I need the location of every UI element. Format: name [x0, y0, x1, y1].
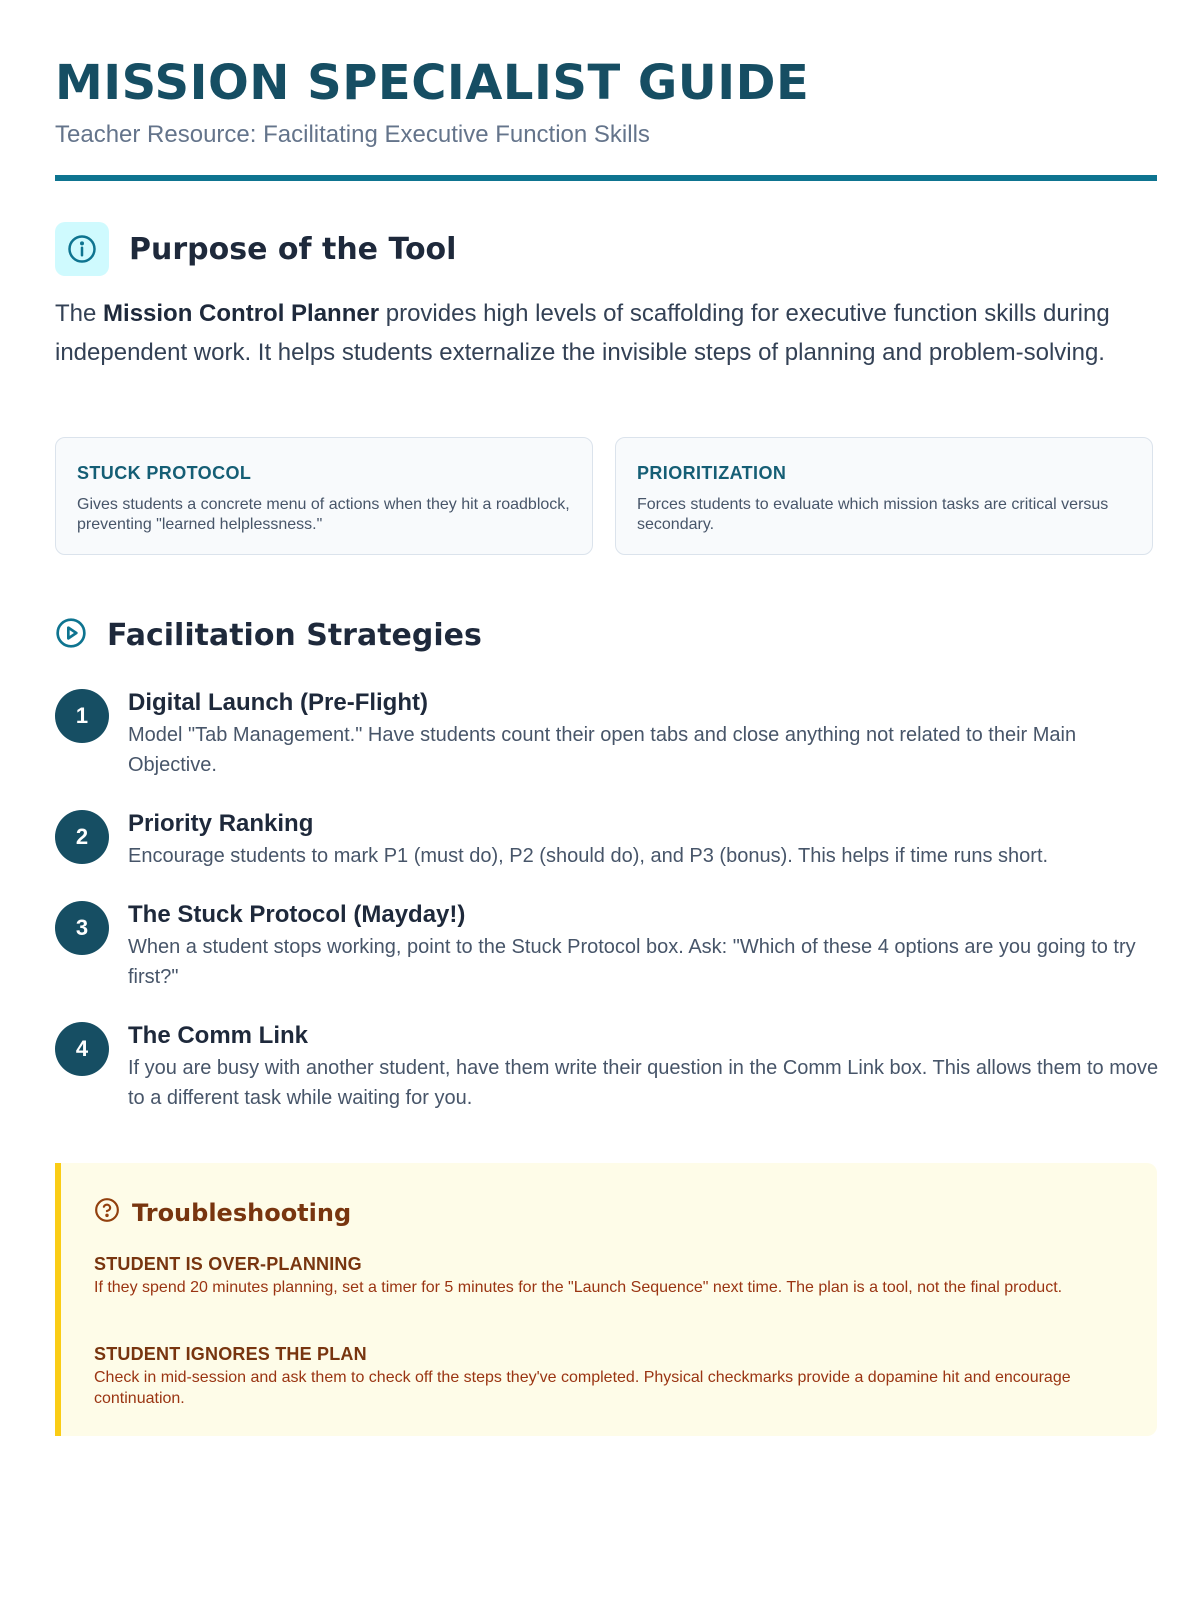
step-title: The Stuck Protocol (Mayday!) — [128, 901, 466, 928]
step-description: Encourage students to mark P1 (must do), P2 (should do), and P3 (bonus). This helps if time runs short. — [128, 845, 1049, 867]
title-divider — [55, 175, 1157, 181]
step-number-badge: 3 — [55, 901, 109, 955]
purpose-intro — [55, 294, 1157, 372]
intro-prefix: The — [55, 300, 104, 327]
stuck-protocol-card — [55, 437, 593, 555]
prioritization-card — [615, 437, 1153, 555]
troubleshooting-callout — [55, 1163, 1157, 1436]
page-subtitle: Teacher Resource: Facilitating Executive Function Skills — [55, 121, 650, 148]
step-title: Priority Ranking — [128, 810, 314, 837]
step-title: The Comm Link — [128, 1022, 309, 1049]
card-title: STUCK PROTOCOL — [77, 463, 252, 483]
step-number-badge: 1 — [55, 689, 109, 743]
issue-advice: If they spend 20 minutes planning, set a timer for 5 minutes for the "Launch Sequence" next time. The plan is a tool, not the final product. — [94, 1279, 1063, 1296]
info-icon — [55, 222, 109, 276]
strategies-section-header — [55, 615, 482, 655]
purpose-title: Purpose of the Tool — [129, 231, 457, 267]
page-title: MISSION SPECIALIST GUIDE — [55, 55, 810, 111]
help-circle-icon — [94, 1197, 120, 1228]
play-circle-icon — [55, 617, 87, 654]
purpose-section-header — [55, 222, 456, 276]
step-number-badge: 2 — [55, 810, 109, 864]
issue-title: STUDENT IGNORES THE PLAN — [94, 1344, 367, 1364]
troubleshooting-title: Troubleshooting — [132, 1198, 352, 1227]
step-description: If you are busy with another student, have them write their question in the Comm Link box. This allows them to move to a different task while waiting for you. — [128, 1057, 1159, 1109]
step-title: Digital Launch (Pre-Flight) — [128, 689, 428, 716]
card-body: Forces students to evaluate which mission tasks are critical versus secondary. — [637, 496, 1109, 533]
strategies-title: Facilitation Strategies — [107, 617, 482, 653]
card-body: Gives students a concrete menu of actions when they hit a roadblock, preventing "learned helplessness." — [77, 496, 570, 533]
card-title: PRIORITIZATION — [637, 463, 787, 483]
step-description: When a student stops working, point to the Stuck Protocol box. Ask: "Which of these 4 options are you going to try first?" — [128, 936, 1136, 988]
issue-advice: Check in mid-session and ask them to check off the steps they've completed. Physical checkmarks provide a dopamine hit and encourage continuation. — [94, 1369, 1071, 1407]
troubleshooting-header — [94, 1197, 351, 1228]
issue-title: STUDENT IS OVER-PLANNING — [94, 1254, 362, 1274]
intro-suffix: provides high levels of scaffolding for executive function skills during independent work. It helps students externalize the invisible steps of planning and problem-solving. — [55, 300, 1110, 366]
step-description: Model "Tab Management." Have students count their open tabs and close anything not related to their Main Objective. — [128, 724, 1077, 776]
step-number-badge: 4 — [55, 1022, 109, 1076]
intro-tool-name: Mission Control Planner — [103, 300, 380, 327]
